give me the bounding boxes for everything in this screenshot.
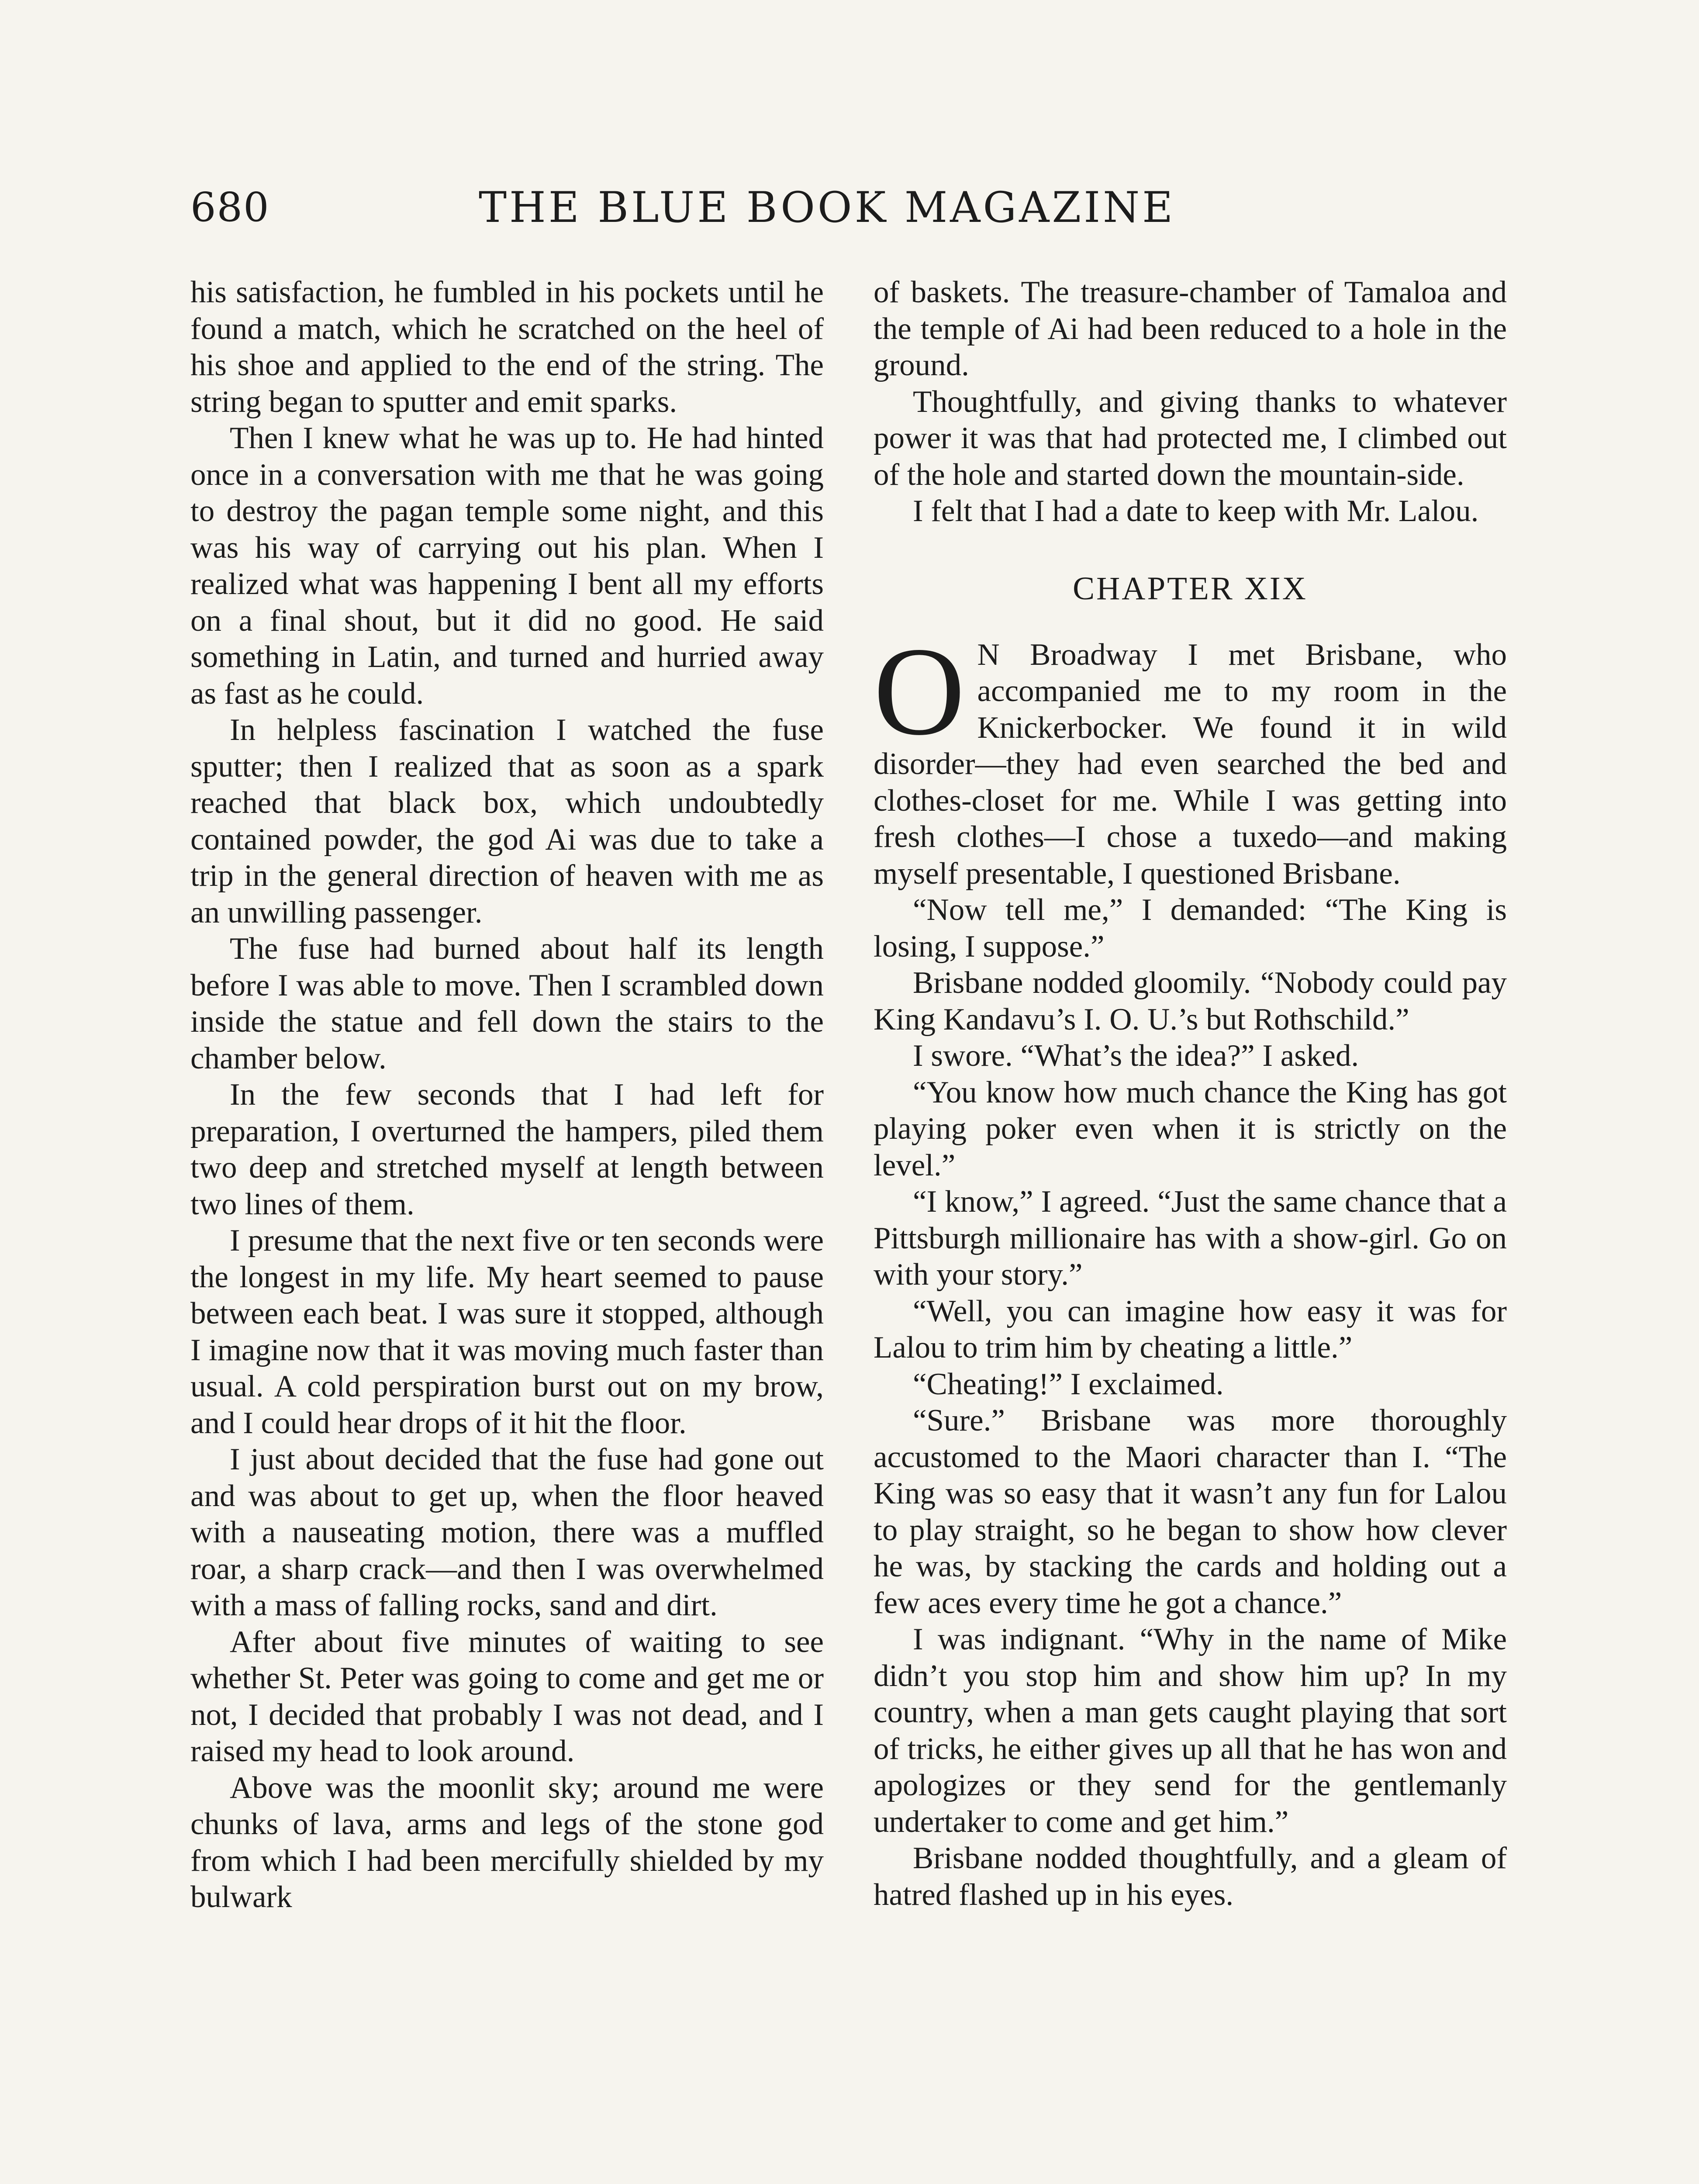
- paragraph: Thoughtfully, and giving thanks to whatever power it was that had protected me, I climbed out of the hole and started down the mountain-side.: [874, 384, 1507, 492]
- paragraph: “Now tell me,” I demanded: “The King is losing, I suppose.”: [874, 893, 1507, 964]
- paragraph: “Well, you can imagine how easy it was for Lalou to trim him by cheating a little.”: [874, 1294, 1507, 1365]
- paragraph: I was indignant. “Why in the name of Mike didn’t you stop him and show him up? In my country, when a man gets caught playing that sort of tricks, he either gives up all that he has won and apologizes or they send for the gentlemanly undertaker to come and get him.”: [874, 1622, 1507, 1839]
- paragraph: The fuse had burned about half its length before I was able to move. Then I scrambled down inside the statue and fell down the stairs to the chamber below.: [190, 932, 824, 1075]
- paragraph: I felt that I had a date to keep with Mr. Lalou.: [913, 494, 1479, 528]
- paragraph: Brisbane nodded gloomily. “Nobody could pay King Kandavu’s I. O. U.’s but Rothschild.”: [874, 966, 1507, 1037]
- magazine-title: THE BLUE BOOK MAGAZINE: [479, 183, 1176, 232]
- chapter-opening-paragraph: [874, 621, 1507, 892]
- paragraph: “Sure.” Brisbane was more thoroughly accustomed to the Maori character than I. “The King was so easy that it wasn’t any fun for Lalou to play straight, so he began to show how clever he was, by stacking the cards and holding out a few aces every time he got a chance.”: [874, 1403, 1507, 1620]
- page-number: 680: [190, 184, 270, 231]
- paragraph: of baskets. The treasure-chamber of Tamaloa and the temple of Ai had been reduced to a hole in the ground.: [874, 275, 1507, 382]
- paragraph: Then I knew what he was up to. He had hinted once in a conversation with me that he was going to destroy the pagan temple some night, and this was his way of carrying out his plan. When I realized what was happening I bent all my efforts on a final shout, but it did no good. He said something in Latin, and turned and hurried away as fast as he could.: [190, 421, 824, 711]
- paragraph: “You know how much chance the King has got playing poker even when it is strictly on the level.”: [874, 1075, 1507, 1182]
- left-column: [190, 274, 824, 1916]
- paragraph: “Cheating!” I exclaimed.: [913, 1367, 1224, 1401]
- paragraph: Above was the moonlit sky; around me were chunks of lava, arms and legs of the stone god from which I had been mercifully shielded by my bulwark: [190, 1770, 824, 1914]
- drop-cap: O: [874, 621, 965, 761]
- paragraph: In the few seconds that I had left for preparation, I overturned the hampers, piled them two deep and stretched myself at length between two lines of them.: [190, 1078, 824, 1221]
- page-header: [190, 177, 1221, 238]
- paragraph: I just about decided that the fuse had gone out and was about to get up, when the floor heaved with a nauseating motion, there was a muffled roar, a sharp crack—and then I was overwhelmed with a mass of falling rocks, sand and dirt.: [190, 1442, 824, 1622]
- paragraph: I swore. “What’s the idea?” I asked.: [913, 1039, 1359, 1073]
- paragraph: After about five minutes of waiting to see whether St. Peter was going to come and get me or not, I decided that probably I was not dead, and I raised my head to look around.: [190, 1624, 824, 1768]
- paragraph: “I know,” I agreed. “Just the same chance that a Pittsburgh millionaire has with a show-girl. Go on with your story.”: [874, 1185, 1507, 1292]
- paragraph: Brisbane nodded thoughtfully, and a gleam of hatred flashed up in his eyes.: [874, 1841, 1507, 1912]
- chapter-opening-text: N Broadway I met Brisbane, who accompanied me to my room in the Knickerbocker. We found it in wild disorder—they had even searched the bed and clothes-closet for me. While I was getting into fresh clothes—I chose a tuxedo—and making myself presentable, I questioned Brisbane.: [874, 637, 1507, 891]
- paragraph: his satisfaction, he fumbled in his pockets until he found a match, which he scratched on the heel of his shoe and applied to the end of the string. The string began to sputter and emit sparks.: [190, 275, 824, 419]
- chapter-heading: CHAPTER XIX: [1073, 570, 1308, 607]
- paragraph: In helpless fascination I watched the fuse sputter; then I realized that as soon as a spark reached that black box, which undoubtedly contained powder, the god Ai was due to take a trip in the general direction of heaven with me as an unwilling passenger.: [190, 713, 824, 930]
- right-column: [874, 274, 1507, 1913]
- paragraph: I presume that the next five or ten seconds were the longest in my life. My heart seemed to pause between each beat. I was sure it stopped, although I imagine now that it was moving much faster than usual. A cold perspiration burst out on my brow, and I could hear drops of it hit the floor.: [190, 1223, 824, 1440]
